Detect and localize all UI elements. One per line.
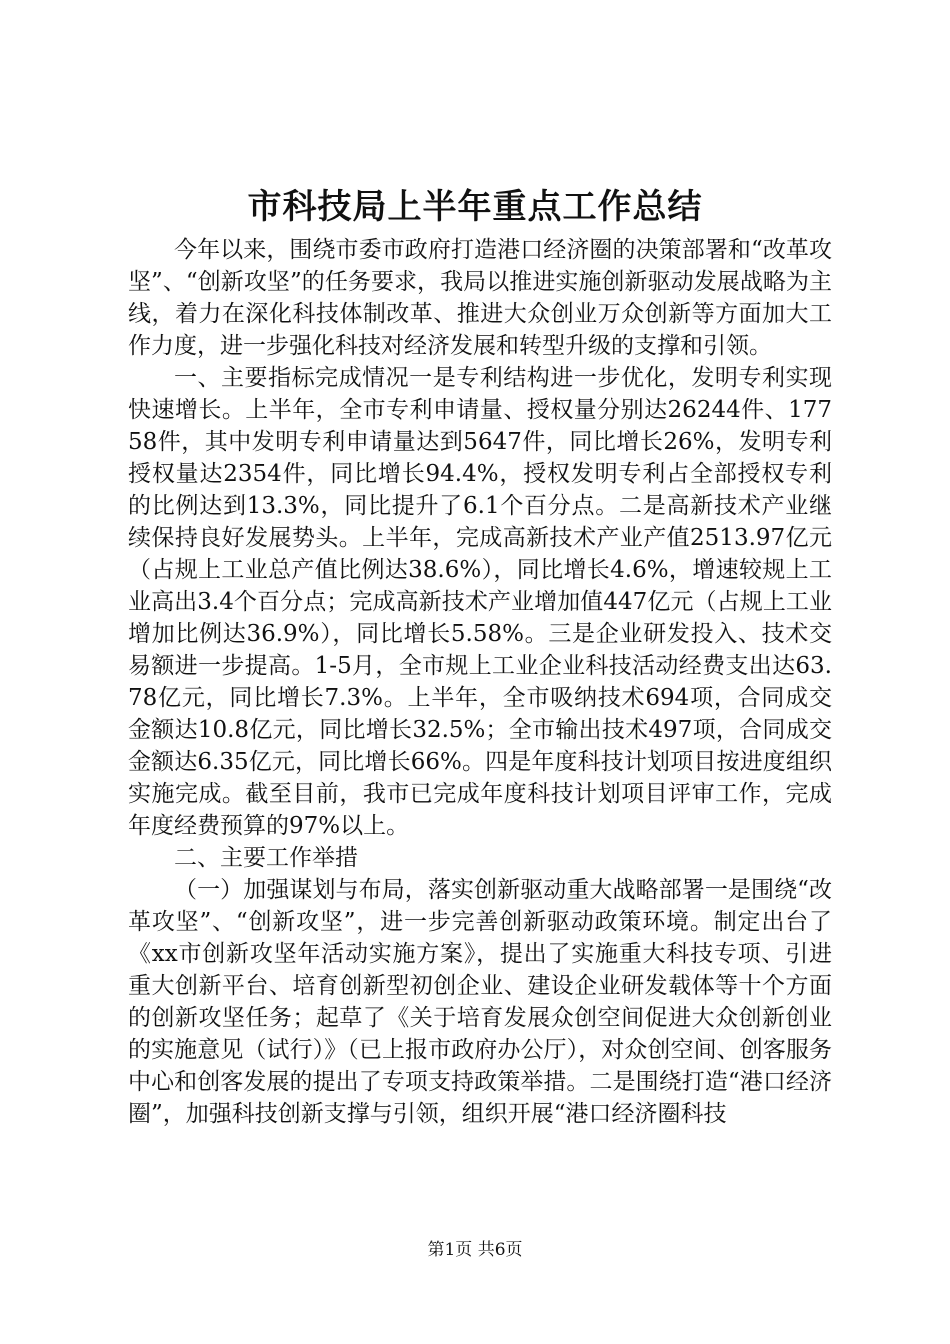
paragraph-intro: 今年以来，围绕市委市政府打造港口经济圈的决策部署和“改革攻坚”、“创新攻坚”的任务要求，我局以推进实施创新驱动发展战略为主线，着力在深化科技体制改革、推进大众创业万众创新等方面加大工作力度，进一步强化科技对经济发展和转型升级的支撑和引领。	[128, 237, 832, 359]
page-number-footer: 第1页 共6页	[427, 1240, 523, 1260]
paragraph-measures-planning: （一）加强谋划与布局，落实创新驱动重大战略部署一是围绕“改革攻坚”、“创新攻坚”，进一步完善创新驱动政策环境。制定出台了《xx市创新攻坚年活动实施方案》，提出了实施重大科技专项、引进重大创新平台、培育创新型初创企业、建设企业研发载体等十个方面的创新攻坚任务；起草了《关于培育发展众创空间促进大众创新创业的实施意见（试行）》（已上报市政府办公厅），对众创空间、创客服务中心和创客发展的提出了专项支持政策举措。二是围绕打造“港口经济圈”，加强科技创新支撑与引领，组织开展“港口经济圈科技	[128, 877, 832, 1127]
document-title: 市科技局上半年重点工作总结	[247, 187, 703, 227]
document-body	[128, 234, 832, 1130]
paragraph-main-indicators: 一、主要指标完成情况一是专利结构进一步优化，发明专利实现快速增长。上半年，全市专利申请量、授权量分别达26244件、17758件，其中发明专利申请量达到5647件，同比增长26%，发明专利授权量达2354件，同比增长94.4%，授权发明专利占全部授权专利的比例达到13.3%，同比提升了6.1个百分点。二是高新技术产业继续保持良好发展势头。上半年，完成高新技术产业产值2513.97亿元（占规上工业总产值比例达38.6%），同比增长4.6%，增速较规上工业高出3.4个百分点；完成高新技术产业增加值447亿元（占规上工业增加比例达36.9%），同比增长5.58%。三是企业研发投入、技术交易额进一步提高。1-5月，全市规上工业企业科技活动经费支出达63.78亿元，同比增长7.3%。上半年，全市吸纳技术694项，合同成交金额达10.8亿元，同比增长32.5%；全市输出技术497项，合同成交金额达6.35亿元，同比增长66%。四是年度科技计划项目按进度组织实施完成。截至目前，我市已完成年度科技计划项目评审工作，完成年度经费预算的97%以上。	[128, 365, 832, 839]
section-heading-main-measures: 二、主要工作举措	[174, 845, 358, 871]
